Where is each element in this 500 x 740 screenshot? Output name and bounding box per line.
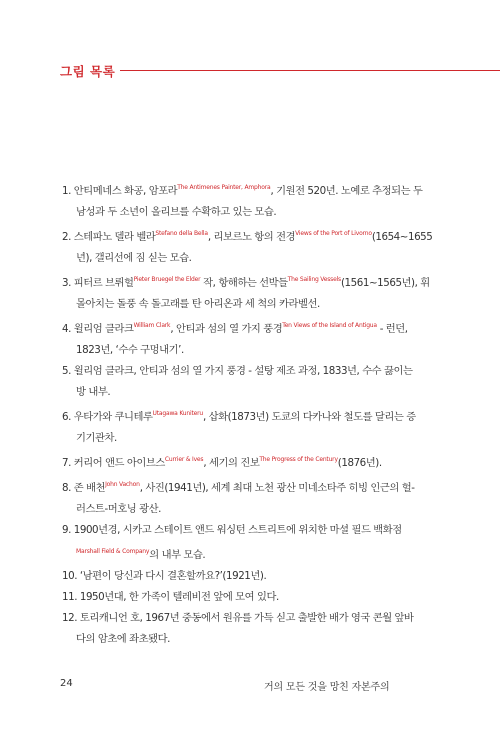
list-item: 7. 커리어 앤드 아이브스$^{Currier \& Ives}$, 세기의 진보$^{The Progress of the Century}$(1876년).	[62, 456, 382, 469]
list-item: 8. 존 배천$^{John Vachon}$, 사진(1941년), 세계 최대 노천 광산 미네소타주 히빙 인근의 헐- 러스트-머호닝 광산.	[62, 481, 415, 515]
original-title-note: Marshall Field & Company	[76, 548, 150, 555]
list-item: 10. ‘남편이 당신과 다시 결혼할까요?’(1921년).	[62, 570, 267, 582]
original-title-note: The Antimenes Painter, Amphora	[177, 184, 271, 191]
section-title: 그림 목록	[60, 64, 116, 79]
list-item: 2. 스테파노 델라 벨라$^{Stefano della Bella}$, 리보르노 항의 전경$^{Views of the Port of Livorno}$(1654~1655 년), 갤리선에 짐 싣는 모습.	[62, 230, 433, 264]
header-rule	[120, 70, 500, 71]
section-header	[0, 60, 500, 80]
list-item: 11. 1950년대, 한 가족이 텔레비전 앞에 모여 있다.	[62, 591, 279, 603]
page-number: 24	[60, 678, 73, 689]
original-title-note: Views of the Port of Livorno	[295, 230, 372, 237]
list-item: 1. 안티메네스 화공, 암포라$^{The Antimenes Painter, Amphora}$, 기원전 520년. 노예로 추정되는 두 남성과 두 소년이 올리브를 수확하고 있는 모습.	[62, 184, 423, 218]
original-title-note: The Sailing Vessels	[287, 276, 341, 283]
original-title-note: Stefano della Bella	[155, 230, 208, 237]
original-title-note: Ten Views of the Island of Antigua	[282, 322, 377, 329]
original-title-note: Currier & Ives	[164, 456, 204, 463]
original-title-note: Pieter Bruegel the Elder	[133, 276, 201, 283]
original-title-note: William Clark	[133, 322, 171, 329]
list-item: 4. 윌리엄 클라크$^{William Clark}$, 안티과 섬의 열 가지 풍경$^{Ten Views of the Island of Antigua}$ - 런던, 1823년, ‘수수 구멍내기’.	[62, 322, 408, 356]
page-footer	[0, 678, 500, 694]
list-item: 12. 토리캐니언 호, 1967년 중동에서 원유를 가득 싣고 출발한 배가 영국 콘월 앞바 다의 암초에 좌초됐다.	[62, 612, 414, 645]
list-item: 6. 우타가와 쿠니테루$^{Utagawa Kuniteru}$, 삽화(1873년) 도쿄의 다카나와 철도를 달리는 증 기기관차.	[62, 410, 416, 444]
original-title-note: The Progress of the Century	[259, 456, 338, 463]
original-title-note: John Vachon	[105, 481, 140, 488]
list-item: 5. 윌리엄 클라크, 안티과 섬의 열 가지 풍경 - 설탕 제조 과정, 1833년, 수수 끓이는 방 내부.	[62, 365, 413, 398]
figure-list	[62, 177, 452, 650]
original-title-note: Utagawa Kuniteru	[152, 410, 203, 417]
list-item: 3. 피터르 브뤼헐$^{Pieter Bruegel the Elder}$ 작, 항해하는 선박들$^{The Sailing Vessels}$(1561~1565년), 휘 몰아치는 돌풍 속 돌고래를 탄 아리온과 세 척의 카라벨선.	[62, 276, 430, 310]
book-title: 거의 모든 것을 망친 자본주의	[264, 682, 390, 693]
list-item: 9. 1900년경, 시카고 스테이트 앤드 워싱턴 스트리트에 위치한 마셜 필드 백화점 $^{Marshall Field \& Company}$의 내부 모습.	[62, 524, 402, 561]
